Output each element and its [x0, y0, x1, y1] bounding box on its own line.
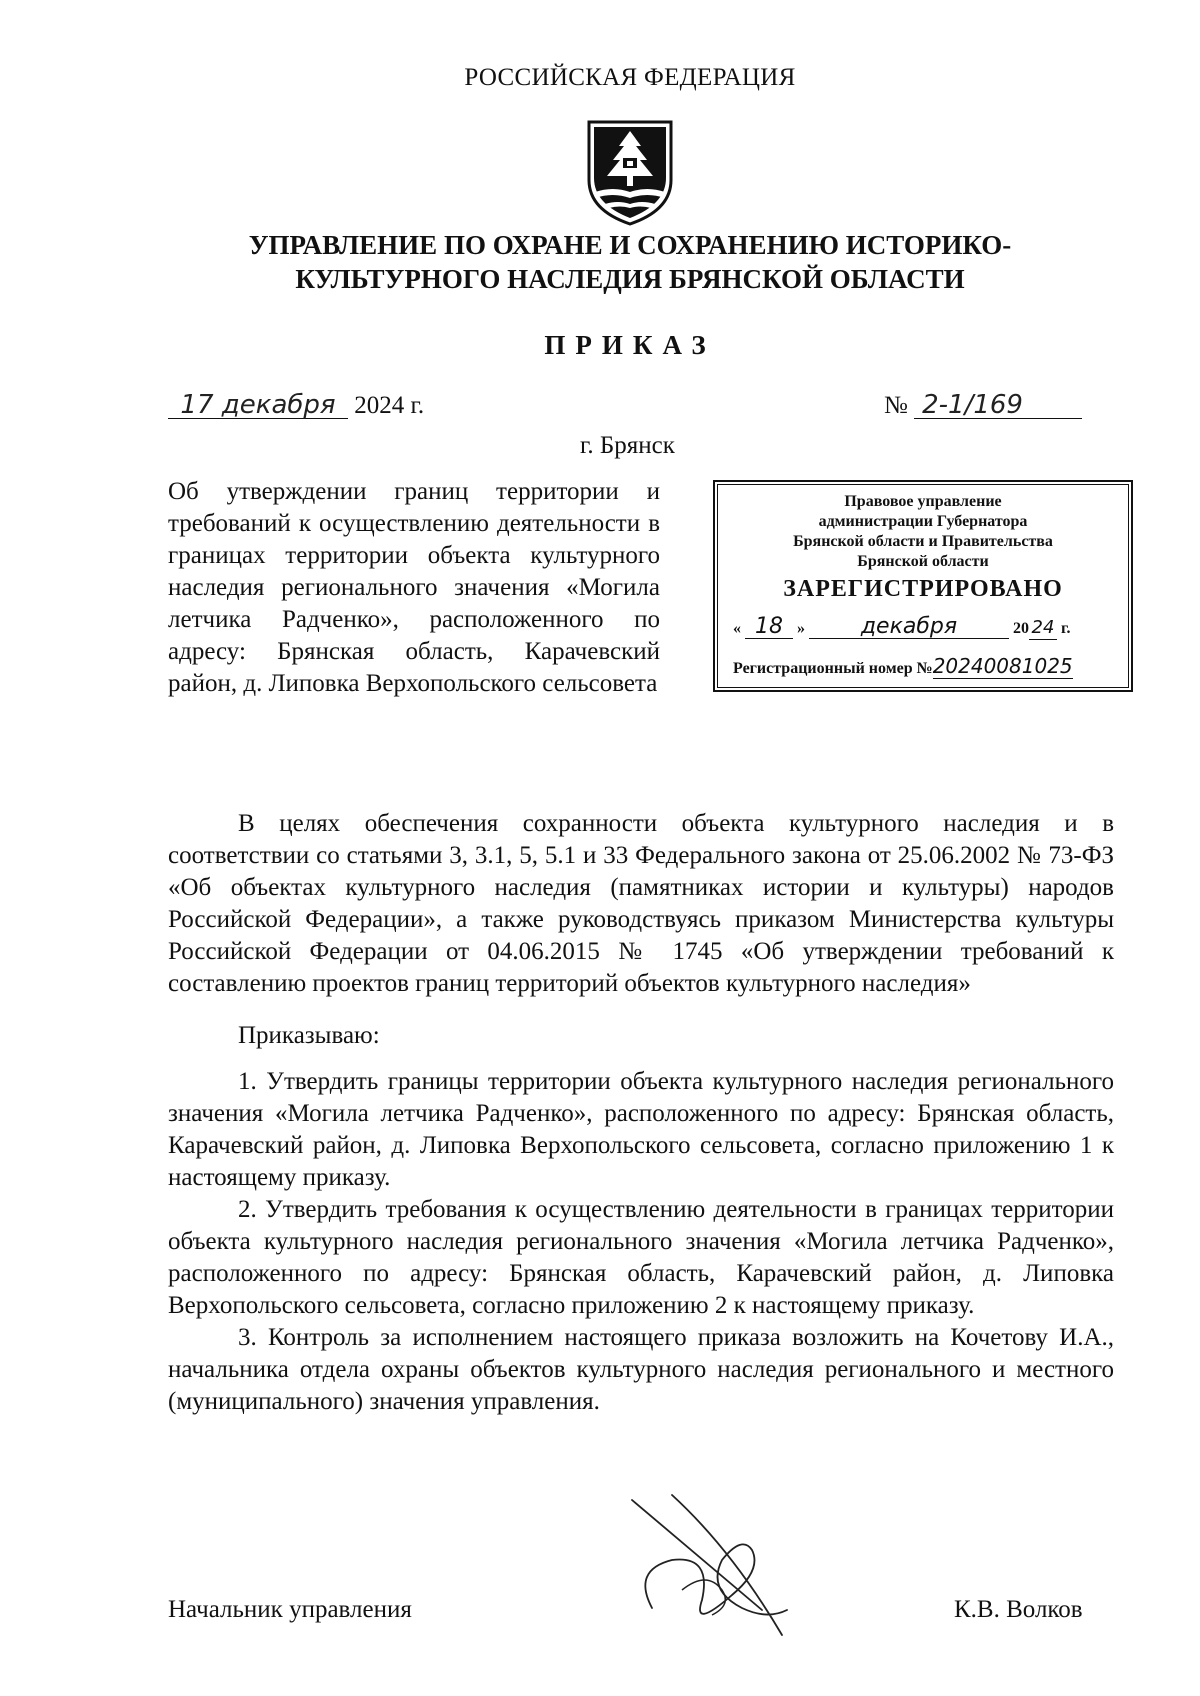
order-subject: Об утверждении границ территории и требований к осуществлению деятельности в границах территории объекта культурного наследия регионального значения «Могила летчика Радченко», расположенного по адресу: Брянская область, Карачевский район, д. Липовка Верхопольского сельсовета — [168, 478, 660, 697]
stamp-date — [733, 616, 1123, 640]
stamp-day: 18 — [745, 616, 793, 639]
stamp-month: декабря — [809, 616, 1009, 639]
order-number — [884, 392, 1082, 420]
stamp-year-mark: г. — [1061, 620, 1071, 637]
order-item-2: 2. Утвердить требования к осуществлению деятельности в границах территории объекта культурного наследия регионального значения «Могила летчика Радченко», расположенного по адресу: Брянская область, Карачевский район, д. Липовка Верхопольского сельсовета, согласно приложению 2 к настоящему приказу. — [168, 1196, 1114, 1319]
order-body — [168, 808, 1114, 1418]
handwritten-signature — [612, 1490, 802, 1640]
stamp-org-line-1: Правовое управление — [844, 493, 1002, 510]
order-number-handwritten: 2-1/169 — [914, 392, 1082, 419]
stamp-year-prefix: 20 — [1013, 620, 1029, 637]
organization-name-line-1: УПРАВЛЕНИЕ ПО ОХРАНЕ И СОХРАНЕНИЮ ИСТОРИКО- — [248, 230, 1012, 260]
stamp-organization — [715, 492, 1131, 572]
order-date-handwritten: 17 декабря — [168, 392, 348, 419]
registration-stamp — [713, 480, 1133, 692]
stamp-org-line-4: Брянской области — [857, 553, 989, 570]
stamp-reg-label: Регистрационный номер № — [733, 660, 933, 677]
stamp-registered-label: ЗАРЕГИСТРИРОВАНО — [783, 576, 1063, 602]
stamp-quote-open: « — [733, 620, 741, 637]
stamp-org-line-2: администрации Губернатора — [818, 513, 1028, 530]
order-title: ПРИКАЗ — [544, 330, 716, 360]
order-number-prefix: № — [884, 392, 908, 419]
order-item-3: 3. Контроль за исполнением настоящего приказа возложить на Кочетову И.А., начальника отдела охраны объектов культурного наследия регионального и местного (муниципального) значения управления. — [168, 1324, 1114, 1415]
order-date-year: 2024 г. — [354, 392, 425, 419]
order-word: Приказываю: — [238, 1022, 380, 1049]
order-item-1: 1. Утвердить границы территории объекта культурного наследия регионального значения «Могила летчика Радченко», расположенного по адресу: Брянская область, Карачевский район, д. Липовка Верхопольского сельсовета, согласно приложению 1 к настоящему приказу. — [168, 1068, 1114, 1191]
order-city: г. Брянск — [580, 432, 675, 459]
federation-title: РОССИЙСКАЯ ФЕДЕРАЦИЯ — [464, 64, 796, 91]
signatory-name: К.В. Волков — [954, 1596, 1083, 1623]
stamp-registration-number — [733, 654, 1133, 678]
organization-name — [180, 228, 1080, 296]
organization-name-line-2: КУЛЬТУРНОГО НАСЛЕДИЯ БРЯНСКОЙ ОБЛАСТИ — [295, 264, 965, 294]
order-date — [168, 392, 424, 420]
stamp-reg-number: 20240081025 — [932, 654, 1073, 678]
stamp-org-line-3: Брянской области и Правительства — [793, 533, 1053, 550]
signatory-title: Начальник управления — [168, 1596, 412, 1623]
preamble-paragraph: В целях обеспечения сохранности объекта культурного наследия и в соответствии со статьями 3, 3.1, 5, 5.1 и 33 Федерального закона от 25.06.2002 № 73-ФЗ «Об объектах культурного наследия (памятниках истории и культуры) народов Российской Федерации», а также руководствуясь приказом Министерства культуры Российской Федерации от 04.06.2015 № 1745 «Об утверждении требований к составлению проектов границ территорий объектов культурного наследия» — [168, 810, 1114, 997]
coat-of-arms-emblem — [583, 118, 677, 228]
stamp-quote-close: » — [797, 620, 805, 637]
stamp-year-suffix: 24 — [1029, 617, 1057, 640]
